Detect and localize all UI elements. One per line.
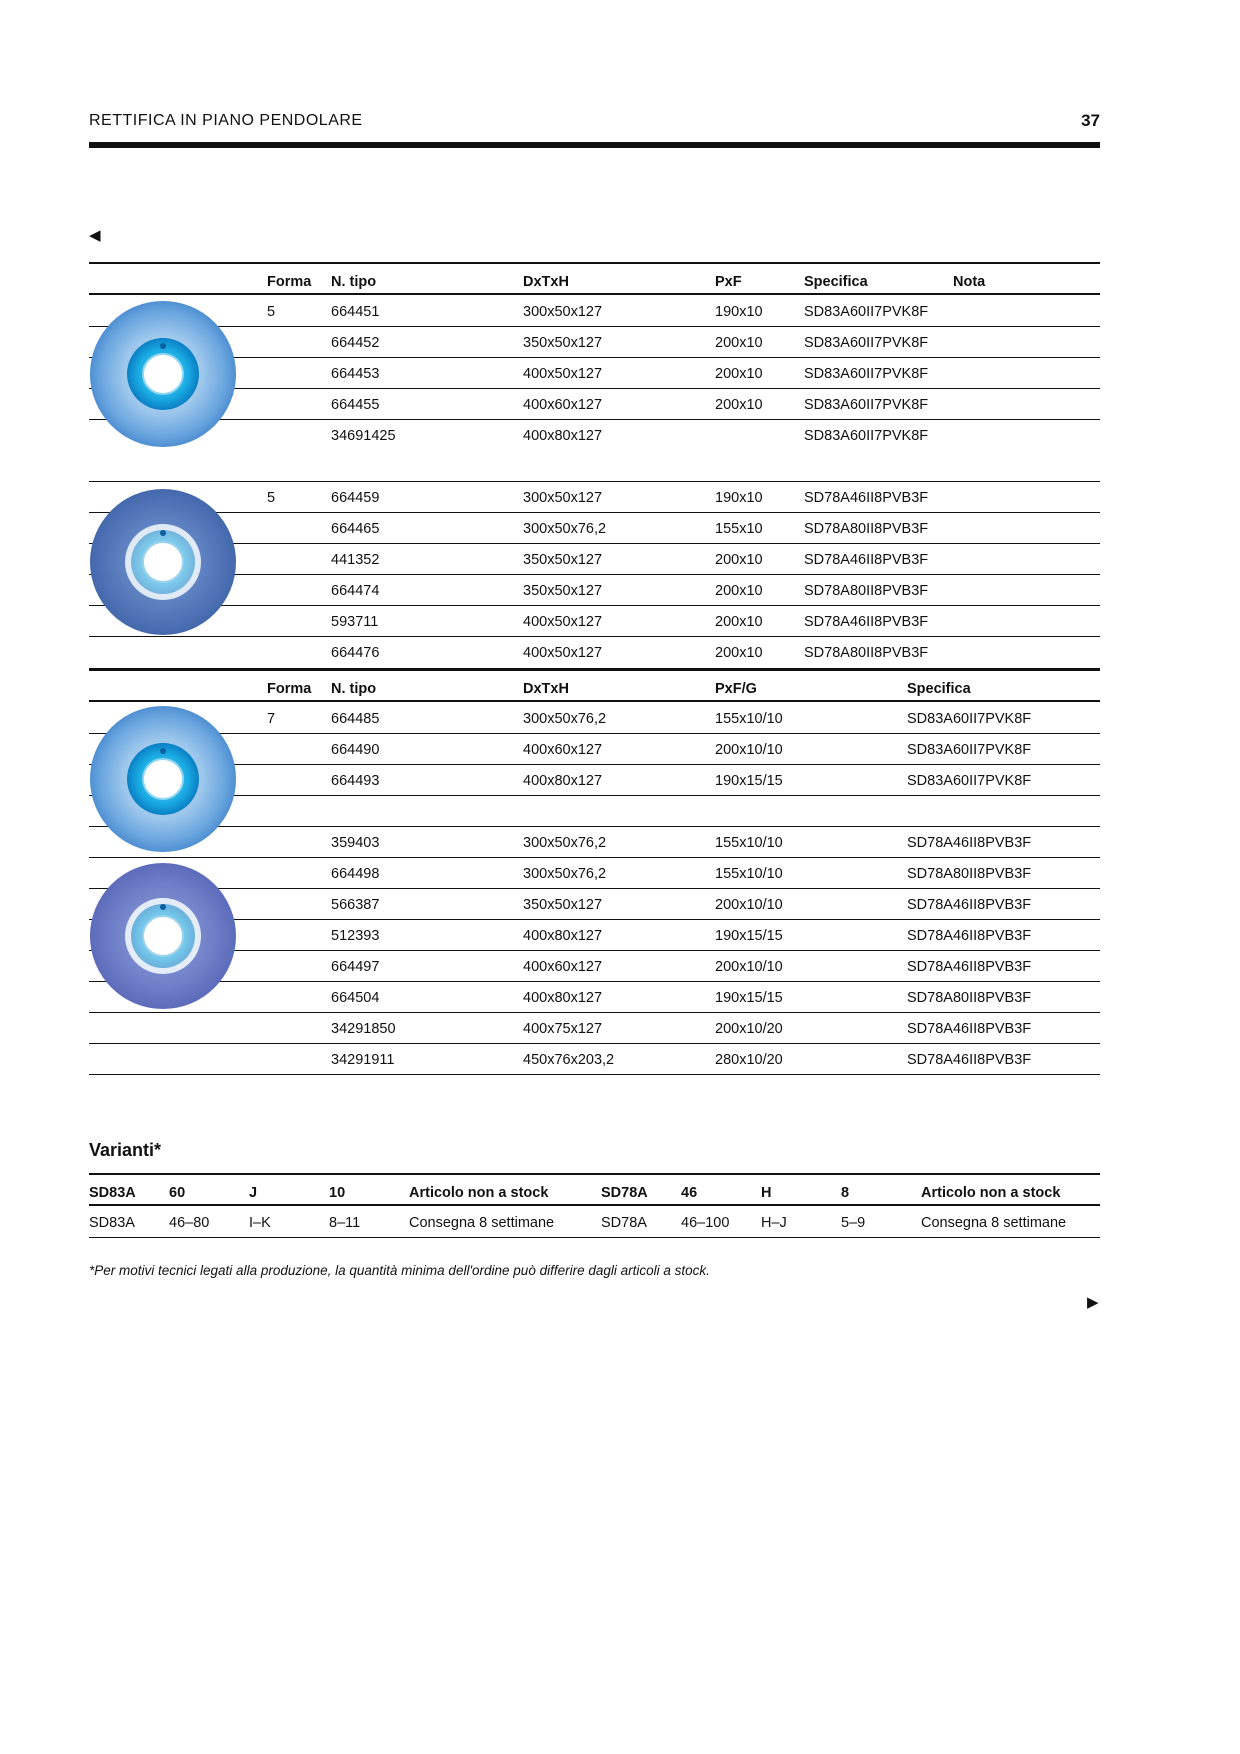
varianti-cell: 8–11 [329,1215,361,1231]
pxfg-cell: 200x10/10 [715,959,783,975]
dxtxh-cell: 300x50x127 [523,490,603,506]
grinding-wheel-purple-image [89,862,237,1010]
varianti-header-row [89,1175,1100,1206]
table-row [89,982,1100,1013]
table-row [89,703,1100,734]
ntipo-cell: 664498 [331,866,380,882]
table-row [89,889,1100,920]
pxf-cell: 200x10 [715,614,763,630]
specifica-cell: SD78A80II8PVB3F [804,583,929,599]
pxf-cell: 190x10 [715,304,763,320]
table-row [89,951,1100,982]
pxfg-cell: 155x10/10 [715,866,783,882]
ntipo-cell: 664497 [331,959,380,975]
dxtxh-cell: 300x50x76,2 [523,835,607,851]
ntipo-cell: 664490 [331,742,380,758]
ntipo-cell: 664465 [331,521,380,537]
varianti-cell: SD78A [601,1215,647,1231]
pxf-cell: 190x10 [715,490,763,506]
specifica-cell: SD78A46II8PVB3F [907,835,1032,851]
dxtxh-cell: 350x50x127 [523,552,603,568]
ntipo-cell: 441352 [331,552,380,568]
varianti-header-cell: 10 [329,1185,346,1201]
dxtxh-cell: 400x50x127 [523,614,603,630]
table-row [89,734,1100,765]
col-pxfg-header: PxF/G [715,681,757,697]
varianti-header-cell: SD78A [601,1185,648,1201]
varianti-header-cell: Articolo non a stock [409,1185,549,1201]
triangle-right-icon[interactable]: ▶ [1087,1294,1099,1311]
specifica-cell: SD83A60II7PVK8F [907,711,1032,727]
triangle-left-icon[interactable]: ◀ [89,227,101,244]
col-dxtxh-header: DxTxH [523,274,569,290]
table-row-empty [89,796,1100,827]
dxtxh-cell: 400x75x127 [523,1021,603,1037]
table2-header-row [89,671,1100,702]
footnote: *Per motivi tecnici legati alla produzione, la quantità minima dell'ordine può differire dagli articoli a stock. [89,1263,710,1278]
col-ntipo-header: N. tipo [331,274,377,290]
grinding-wheel-light-image [89,300,237,448]
table-row [89,637,1100,668]
forma-cell: 5 [267,304,276,320]
pxfg-cell: 190x15/15 [715,990,783,1006]
specifica-cell: SD78A46II8PVB3F [907,959,1032,975]
varianti-header-cell: Articolo non a stock [921,1185,1061,1201]
ntipo-cell: 664485 [331,711,380,727]
table-row [89,1013,1100,1044]
table-row [89,575,1100,606]
varianti-header-cell: H [761,1185,772,1201]
table-row [89,544,1100,575]
page-number: 37 [1081,111,1100,130]
dxtxh-cell: 350x50x127 [523,335,603,351]
dxtxh-cell: 300x50x76,2 [523,866,607,882]
specifica-cell: SD78A46II8PVB3F [804,490,929,506]
page-title: RETTIFICA IN PIANO PENDOLARE [89,112,363,129]
page-header [89,112,1100,150]
specifica-cell: SD83A60II7PVK8F [907,773,1032,789]
ntipo-cell: 664459 [331,490,380,506]
col-dxtxh-header: DxTxH [523,681,569,697]
table-row [89,389,1100,420]
table-row [89,482,1100,513]
pxf-cell: 200x10 [715,583,763,599]
specifica-cell: SD83A60II7PVK8F [804,397,929,413]
dxtxh-cell: 450x76x203,2 [523,1052,615,1068]
varianti-cell: I–K [249,1215,271,1231]
ntipo-cell: 664451 [331,304,380,320]
table-row [89,327,1100,358]
pxfg-cell: 190x15/15 [715,928,783,944]
table1-header-row [89,264,1100,295]
pxfg-cell: 190x15/15 [715,773,783,789]
specifica-cell: SD78A80II8PVB3F [907,990,1032,1006]
col-ntipo-header: N. tipo [331,681,377,697]
table-row [89,296,1100,327]
specifica-cell: SD78A46II8PVB3F [907,928,1032,944]
varianti-cell: 46–80 [169,1215,210,1231]
table-row [89,513,1100,544]
varianti-cell: H–J [761,1215,787,1231]
ntipo-cell: 664476 [331,645,380,661]
grinding-wheel-light-image [89,705,237,853]
dxtxh-cell: 350x50x127 [523,897,603,913]
ntipo-cell: 34291850 [331,1021,396,1037]
col-nota-header: Nota [953,274,986,290]
varianti-header-cell: SD83A [89,1185,136,1201]
dxtxh-cell: 400x80x127 [523,428,603,444]
pxfg-cell: 200x10/10 [715,897,783,913]
specifica-cell: SD83A60II7PVK8F [907,742,1032,758]
forma-cell: 5 [267,490,276,506]
specifica-cell: SD78A80II8PVB3F [804,645,929,661]
pxf-cell: 200x10 [715,645,763,661]
varianti-row [89,1207,1100,1238]
varianti-cell: SD83A [89,1215,135,1231]
ntipo-cell: 512393 [331,928,380,944]
specifica-cell: SD78A80II8PVB3F [907,866,1032,882]
ntipo-cell: 664504 [331,990,380,1006]
dxtxh-cell: 400x80x127 [523,928,603,944]
varianti-cell: 5–9 [841,1215,866,1231]
dxtxh-cell: 400x60x127 [523,397,603,413]
table-row [89,606,1100,637]
ntipo-cell: 566387 [331,897,380,913]
varianti-header-cell: 46 [681,1185,698,1201]
table-row [89,920,1100,951]
ntipo-cell: 664493 [331,773,380,789]
specifica-cell: SD78A80II8PVB3F [804,521,929,537]
ntipo-cell: 34691425 [331,428,396,444]
table-row [89,827,1100,858]
pxfg-cell: 280x10/20 [715,1052,783,1068]
specifica-cell: SD83A60II7PVK8F [804,428,929,444]
col-specifica-header: Specifica [907,681,971,697]
pxf-cell: 200x10 [715,397,763,413]
pxf-cell: 200x10 [715,335,763,351]
dxtxh-cell: 400x50x127 [523,366,603,382]
dxtxh-cell: 300x50x76,2 [523,711,607,727]
ntipo-cell: 664474 [331,583,380,599]
specifica-cell: SD78A46II8PVB3F [907,897,1032,913]
pxf-cell: 200x10 [715,366,763,382]
dxtxh-cell: 400x60x127 [523,742,603,758]
specifica-cell: SD78A46II8PVB3F [804,614,929,630]
specifica-cell: SD78A46II8PVB3F [907,1021,1032,1037]
pxfg-cell: 200x10/20 [715,1021,783,1037]
col-pxf-header: PxF [715,274,742,290]
ntipo-cell: 664452 [331,335,380,351]
pxfg-cell: 155x10/10 [715,711,783,727]
ntipo-cell: 664453 [331,366,380,382]
header-rule [89,142,1100,148]
dxtxh-cell: 300x50x76,2 [523,521,607,537]
varianti-cell: Consegna 8 settimane [409,1215,555,1231]
specifica-cell: SD78A46II8PVB3F [804,552,929,568]
col-forma-header: Forma [267,681,312,697]
ntipo-cell: 664455 [331,397,380,413]
dxtxh-cell: 400x80x127 [523,990,603,1006]
dxtxh-cell: 300x50x127 [523,304,603,320]
ntipo-cell: 359403 [331,835,380,851]
specifica-cell: SD83A60II7PVK8F [804,366,929,382]
specifica-cell: SD83A60II7PVK8F [804,304,929,320]
pxf-cell: 200x10 [715,552,763,568]
pxf-cell: 155x10 [715,521,763,537]
dxtxh-cell: 350x50x127 [523,583,603,599]
ntipo-cell: 34291911 [331,1052,395,1068]
varianti-header-cell: 8 [841,1185,850,1201]
forma-cell: 7 [267,711,276,727]
table-row [89,358,1100,389]
ntipo-cell: 593711 [331,614,379,630]
table-row [89,420,1100,451]
varianti-cell: 46–100 [681,1215,730,1231]
table-row [89,1044,1100,1075]
varianti-header-cell: 60 [169,1185,186,1201]
pxfg-cell: 155x10/10 [715,835,783,851]
grinding-wheel-dark-image [89,488,237,636]
varianti-header-cell: J [249,1185,258,1201]
pxfg-cell: 200x10/10 [715,742,783,758]
dxtxh-cell: 400x80x127 [523,773,603,789]
varianti-cell: Consegna 8 settimane [921,1215,1067,1231]
dxtxh-cell: 400x50x127 [523,645,603,661]
table-row [89,858,1100,889]
col-specifica-header: Specifica [804,274,868,290]
varianti-title: Varianti* [89,1140,162,1160]
specifica-cell: SD78A46II8PVB3F [907,1052,1032,1068]
table-row [89,765,1100,796]
col-forma-header: Forma [267,274,312,290]
specifica-cell: SD83A60II7PVK8F [804,335,929,351]
dxtxh-cell: 400x60x127 [523,959,603,975]
